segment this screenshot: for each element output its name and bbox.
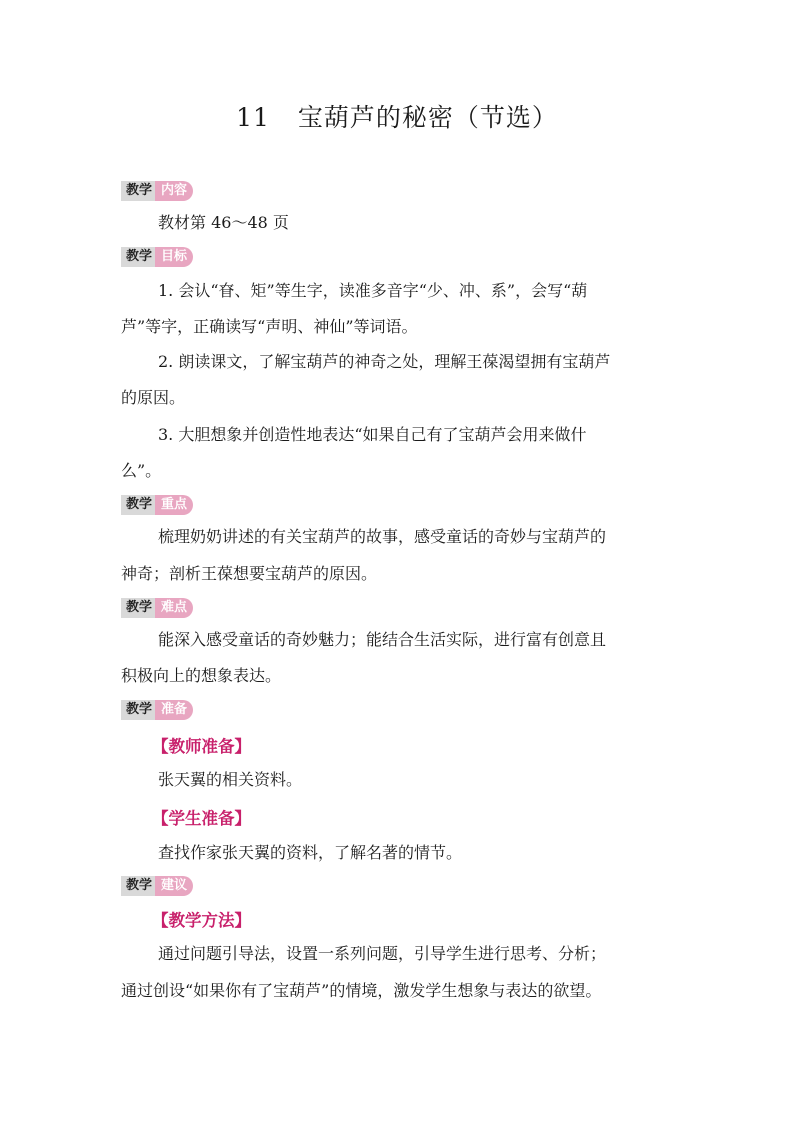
method-heading: 【教学方法】 xyxy=(152,911,251,930)
objective-line: 3. 大胆想象并创造性地表达“如果自己有了宝葫芦会用来做什 xyxy=(158,425,587,444)
tag-label-right: 重点 xyxy=(156,495,193,515)
tag-teaching-content xyxy=(121,181,193,201)
tag-label-right: 准备 xyxy=(156,700,193,720)
tag-label-right: 目标 xyxy=(156,247,193,267)
tag-label-left: 教学 xyxy=(121,876,156,896)
objective-line: 么”。 xyxy=(121,461,162,480)
tag-label-left: 教学 xyxy=(121,598,156,618)
content-text: 教材第 46～48 页 xyxy=(158,213,289,232)
tag-label-right: 建议 xyxy=(156,876,193,896)
objective-line: 芦”等字，正确读写“声明、神仙”等词语。 xyxy=(121,317,418,336)
lesson-title: 宝葫芦的秘密（节选） xyxy=(297,103,558,132)
student-prep-heading: 【学生准备】 xyxy=(152,809,251,828)
tag-label-left: 教学 xyxy=(121,495,156,515)
tag-teaching-suggestions xyxy=(121,876,193,896)
tag-label-right: 难点 xyxy=(156,598,193,618)
difficulty-line: 能深入感受童话的奇妙魅力；能结合生活实际，进行富有创意且 xyxy=(158,630,607,649)
tag-label-left: 教学 xyxy=(121,247,156,267)
difficulty-line: 积极向上的想象表达。 xyxy=(121,666,282,685)
key-point-line: 梳理奶奶讲述的有关宝葫芦的故事，感受童话的奇妙与宝葫芦的 xyxy=(158,527,607,546)
objective-line: 2. 朗读课文，了解宝葫芦的神奇之处，理解王葆渴望拥有宝葫芦 xyxy=(158,352,611,371)
tag-teaching-key-points xyxy=(121,495,193,515)
lesson-number: 11 xyxy=(236,103,270,132)
key-point-line: 神奇；剖析王葆想要宝葫芦的原因。 xyxy=(121,564,378,583)
student-prep-text: 查找作家张天翼的资料，了解名著的情节。 xyxy=(158,843,463,862)
method-line: 通过问题引导法，设置一系列问题，引导学生进行思考、分析； xyxy=(158,944,607,963)
tag-teaching-objectives xyxy=(121,247,193,267)
teacher-prep-text: 张天翼的相关资料。 xyxy=(158,770,303,789)
teacher-prep-heading: 【教师准备】 xyxy=(152,737,251,756)
tag-teaching-difficulties xyxy=(121,598,193,618)
method-line: 通过创设“如果你有了宝葫芦”的情境，激发学生想象与表达的欲望。 xyxy=(121,981,602,1000)
objective-line: 的原因。 xyxy=(121,388,186,407)
tag-label-left: 教学 xyxy=(121,181,156,201)
tag-label-right: 内容 xyxy=(156,181,193,201)
objective-line: 1. 会认“眘、矩”等生字，读准多音字“少、冲、系”，会写“葫 xyxy=(158,281,588,300)
tag-teaching-preparation xyxy=(121,700,193,720)
page-title xyxy=(0,98,794,134)
tag-label-left: 教学 xyxy=(121,700,156,720)
